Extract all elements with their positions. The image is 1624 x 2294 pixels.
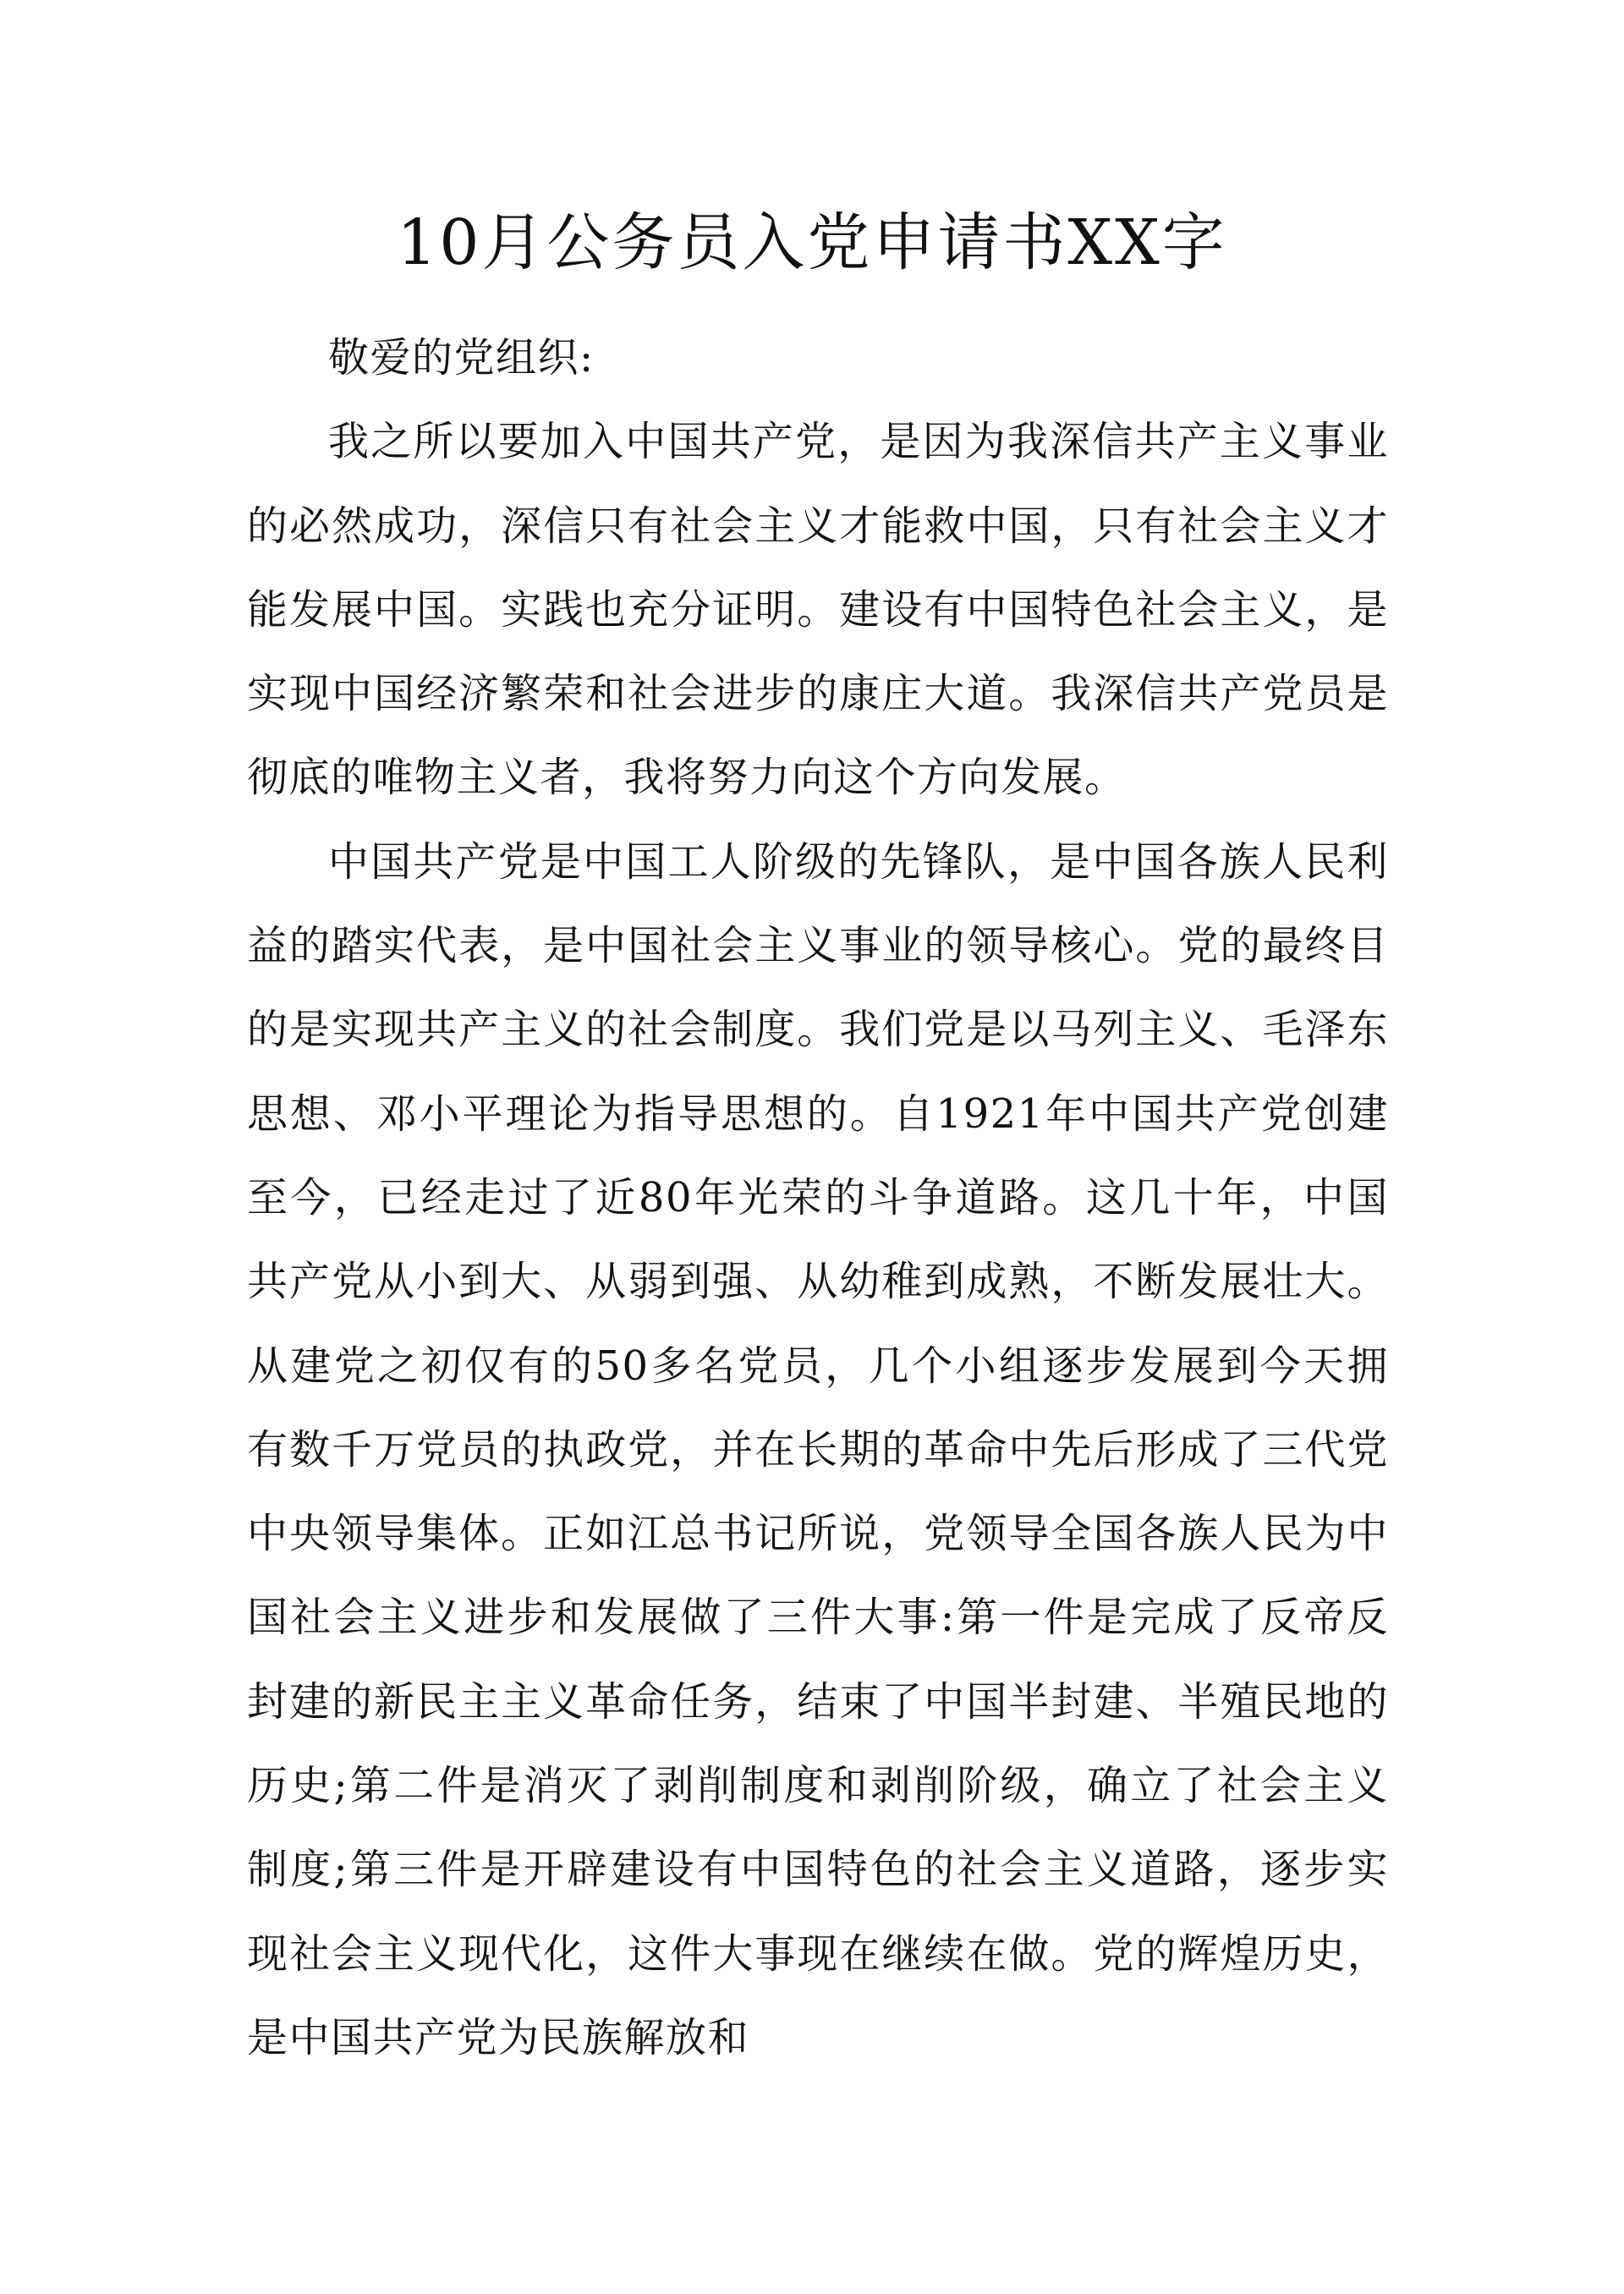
paragraph: 中国共产党是中国工人阶级的先锋队，是中国各族人民利益的踏实代表，是中国社会主义事业的领导核心。党的最终目的是实现共产主义的社会制度。我们党是以马列主义、毛泽东思想、邓小平理论为指导思想的。自1921年中国共产党创建至今，已经走过了近80年光荣的斗争道路。这几十年，中国共产党从小到大、从弱到强、从幼稚到成熟，不断发展壮大。从建党之初仅有的50多名党员，几个小组逐步发展到今天拥有数千万党员的执政党，并在长期的革命中先后形成了三代党中央领导集体。正如江总书记所说，党领导全国各族人民为中国社会主义进步和发展做了三件大事:第一件是完成了反帝反封建的新民主主义革命任务，结束了中国半封建、半殖民地的历史;第二件是消灭了剥削制度和剥削阶级，确立了社会主义制度;第三件是开辟建设有中国特色的社会主义道路，逐步实现社会主义现代化，这件大事现在继续在做。党的辉煌历史，是中国共产党为民族解放和 xyxy=(247,837,1389,2061)
paragraph: 我之所以要加入中国共产党，是因为我深信共产主义事业的必然成功，深信只有社会主义才能救中国，只有社会主义才能发展中国。实践也充分证明。建设有中国特色社会主义，是实现中国经济繁荣和社会进步的康庄大道。我深信共产党员是彻底的唯物主义者，我将努力向这个方向发展。 xyxy=(247,418,1389,802)
document-title: 10月公务员入党申请书XX字 xyxy=(397,206,1227,279)
salutation: 敬爱的党组织: xyxy=(328,334,595,381)
document-body xyxy=(247,316,1389,2080)
